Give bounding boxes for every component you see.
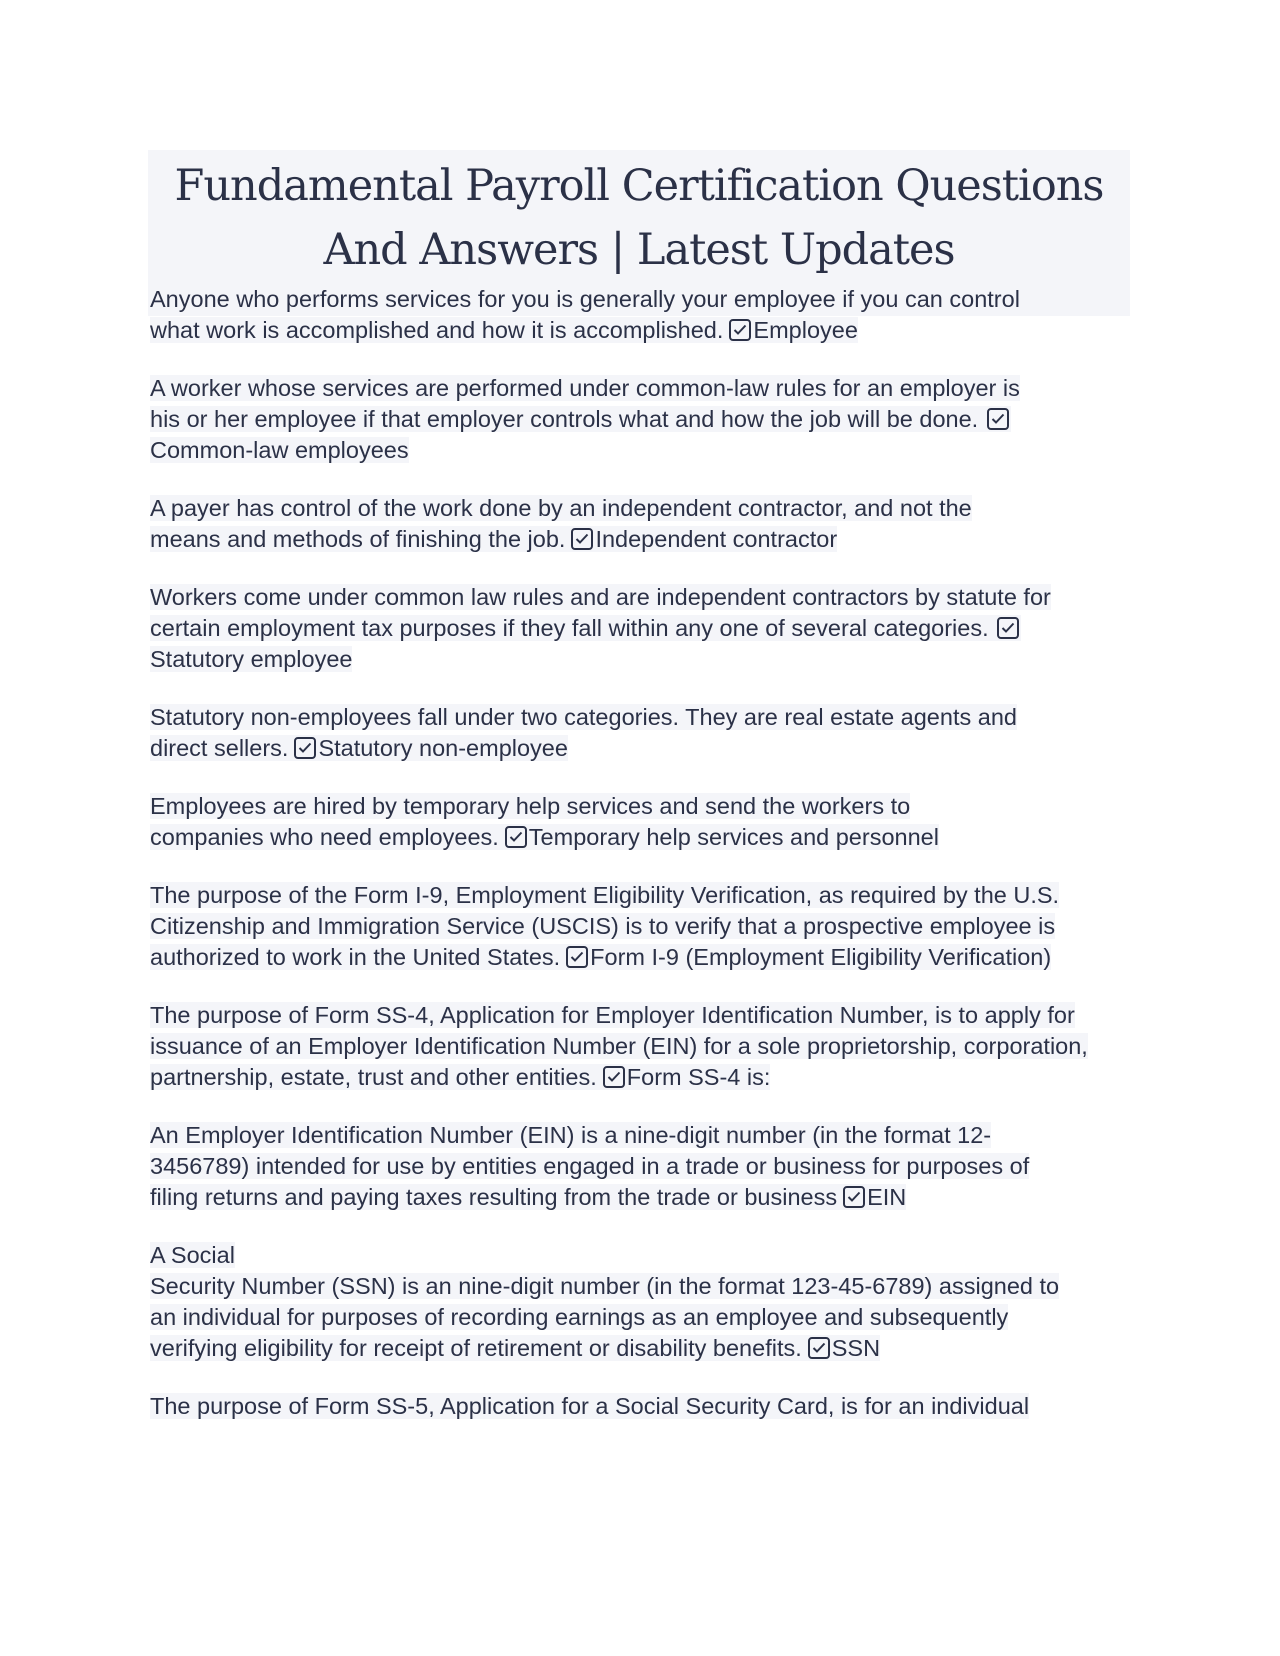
title-line-1: Fundamental Payroll Certification Questions: [174, 161, 1104, 211]
question-text: The purpose of the Form I-9, Employment Eligibility Verification, as required by the U.S. Citizenship and Immigration Service (USCIS) is to verify that a prospective employee is authorized to work in the United States.: [150, 882, 1060, 970]
document-page: [148, 150, 1130, 1449]
qa-item: [150, 582, 1055, 675]
answer-text: Statutory employee: [150, 646, 353, 672]
answer-text: Statutory non-employee: [318, 735, 568, 761]
answer-text: Temporary help services and personnel: [528, 824, 939, 850]
qa-item: [150, 373, 1035, 466]
answer-text: SSN: [831, 1335, 881, 1361]
question-text: A worker whose services are performed under common-law rules for an employer is his or her employee if that employer controls what and how the job will be done.: [150, 375, 1020, 432]
qa-item: [150, 791, 1010, 853]
question-text: The purpose of Form SS-4, Application for Employer Identification Number, is to apply for issuance of an Employer Identification Number (EIN) for a sole proprietorship, corporation, partnership, estate, trust and other entities.: [150, 1002, 1088, 1090]
document-title: [148, 154, 1130, 282]
answer-text: Independent contractor: [595, 526, 838, 552]
question-text: Anyone who performs services for you is generally your employee if you can control what work is accomplished and how it is accomplished.: [150, 286, 1020, 343]
answer-text: Form I-9 (Employment Eligibility Verification): [590, 944, 1052, 970]
question-text: Statutory non-employees fall under two categories. They are real estate agents and direct sellers.: [150, 704, 1017, 761]
qa-item: [150, 493, 1030, 555]
checkbox-checked-icon: [571, 528, 593, 550]
checkbox-checked-icon: [808, 1337, 830, 1359]
checkbox-checked-icon: [603, 1066, 625, 1088]
qa-item: [150, 284, 1050, 346]
qa-item: [150, 1120, 1080, 1213]
qa-item: [150, 1240, 1090, 1364]
answer-text: Employee: [753, 317, 858, 343]
qa-item: [150, 702, 1050, 764]
checkbox-checked-icon: [505, 826, 527, 848]
question-text: Workers come under common law rules and are independent contractors by statute for certain employment tax purposes if they fall within any one of several categories.: [150, 584, 1051, 641]
checkbox-checked-icon: [843, 1186, 865, 1208]
qa-item: [150, 1000, 1090, 1093]
question-text: A payer has control of the work done by an independent contractor, and not the means and methods of finishing the job.: [150, 495, 972, 552]
qa-item: [150, 1391, 1110, 1422]
checkbox-checked-icon: [987, 408, 1009, 430]
answer-text: Common-law employees: [150, 437, 409, 463]
checkbox-checked-icon: [729, 319, 751, 341]
question-text-line-1: A Social: [150, 1242, 235, 1268]
question-text: The purpose of Form SS-5, Application for a Social Security Card, is for an individual: [150, 1393, 1030, 1419]
question-text: Employees are hired by temporary help services and send the workers to companies who need employees.: [150, 793, 911, 850]
answer-text: EIN: [867, 1184, 907, 1210]
question-text: An Employer Identification Number (EIN) is a nine-digit number (in the format 12-3456789) intended for use by entities engaged in a trade or business for purposes of filing returns and paying taxes resulting from the trade or business: [150, 1122, 1030, 1210]
answer-text: Form SS-4 is:: [626, 1064, 771, 1090]
checkbox-checked-icon: [997, 617, 1019, 639]
title-line-2: And Answers | Latest Updates: [323, 225, 955, 275]
checkbox-checked-icon: [566, 946, 588, 968]
checkbox-checked-icon: [294, 737, 316, 759]
question-text: Security Number (SSN) is an nine-digit number (in the format 123-45-6789) assigned to an individual for purposes of recording earnings as an employee and subsequently verifying eligibility for receipt of retirement or disability benefits.: [150, 1273, 1060, 1361]
qa-item: [150, 880, 1130, 973]
